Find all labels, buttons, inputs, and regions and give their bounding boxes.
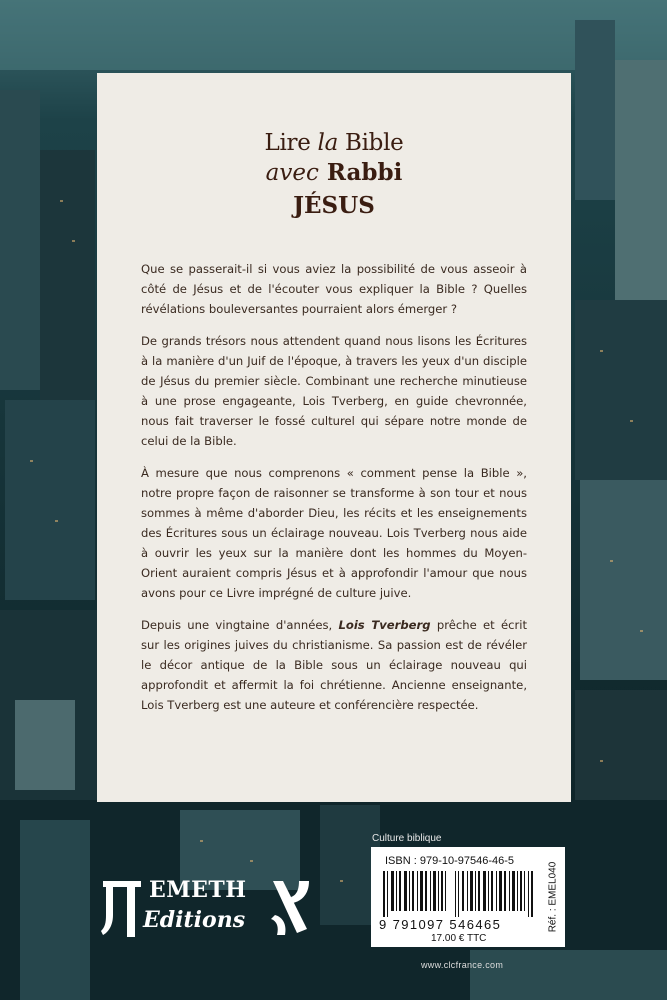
genre-label: Culture biblique [372, 833, 442, 844]
publisher-name: EMETH [149, 877, 247, 903]
blurb-paragraph-3: À mesure que nous comprenons « comment pense la Bible », notre propre façon de raisonner se transforme à son tour et nous sommes à même d'aborder Dieu, les récits et les enseignements des Écritures sous un éclairage nouveau. Lois Tverberg nous aide à ouvrir les yeux sur la manière dont les hommes du Moyen-Orient auraient compris Jésus et à approfondir l'amour que nous avons pour ce Livre imprégné de culture juive. [141, 466, 527, 600]
blurb-paragraph-2: De grands trésors nous attendent quand nous lisons les Écritures à la manière d'un Juif de l'époque, à travers les yeux d'un disciple de Jésus du premier siècle. Combinant une recherche minutieuse à une prose engageante, Lois Tverberg, en guide chevronnée, nous fait traverser le fossé culturel qui sépare notre monde de celui de la Bible. [141, 334, 527, 448]
reference-code: Réf. : EMEL040 [547, 861, 559, 933]
blurb [141, 259, 527, 715]
barcode-block [371, 847, 565, 947]
barcode-icon [383, 871, 533, 917]
publisher-url: www.clcfrance.com [421, 960, 504, 970]
publisher-subtitle: Editions [143, 907, 246, 933]
price: 17.00 € TTC [431, 933, 487, 944]
publisher-logo [101, 875, 317, 943]
blurb-paragraph-1: Que se passerait-il si vous aviez la possibilité de vous asseoir à côté de Jésus et de l'écouter vous expliquer la Bible ? Quelles révélations bouleversantes pourraient alors émerger ? [141, 262, 527, 316]
blurb-paragraph-4: Depuis une vingtaine d'années, Lois Tverberg prêche et écrit sur les origines juives du christianisme. Sa passion est de révéler le décor antique de la Bible sous un éclairage nouveau qui approfondit et affermit la foi chrétienne. Ancienne enseignante, Lois Tverberg est une auteure et conférencière respectée. [141, 618, 527, 712]
title-line-3: JÉSUS [293, 192, 375, 219]
book-title [141, 129, 527, 223]
back-cover-text-panel [97, 73, 571, 802]
author-name: Lois Tverberg [338, 618, 431, 632]
isbn: ISBN : 979-10-97546-46-5 [385, 855, 515, 867]
barcode-digits: 9 791097 546465 [379, 917, 502, 932]
title-line-2: avec Rabbi [265, 159, 403, 186]
title-line-1: Lire la Bible [264, 130, 404, 156]
